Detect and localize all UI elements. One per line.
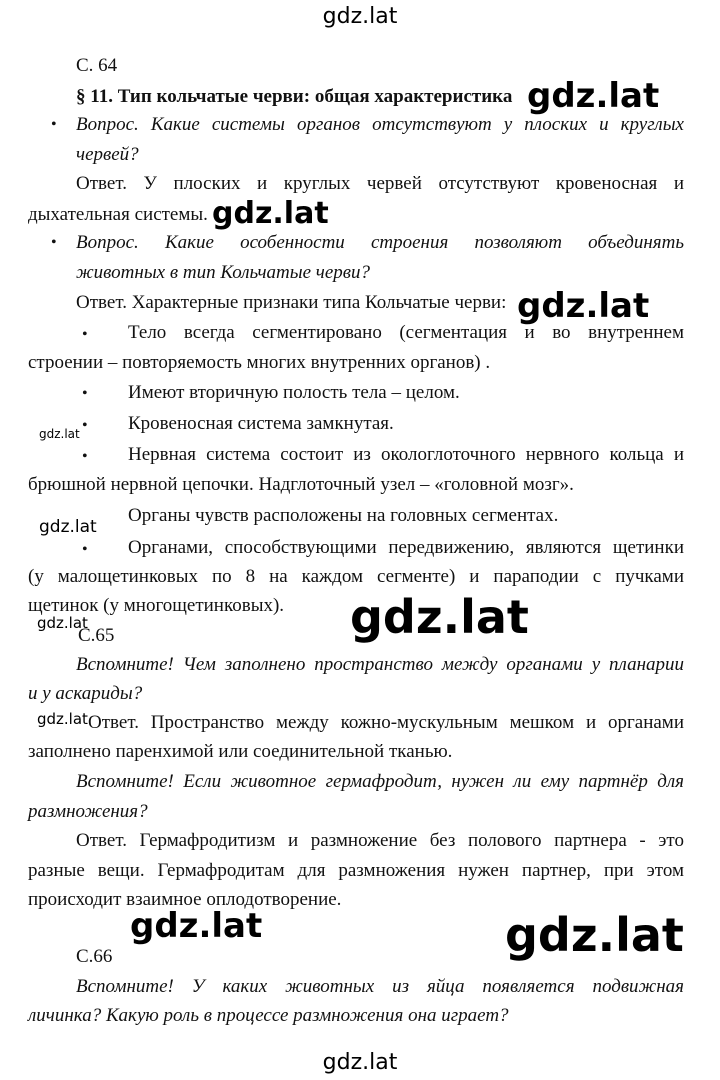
recall-answer-2-line-3: происходит взаимное оплодотворение. (28, 889, 342, 910)
watermark-small: gdz.lat (37, 614, 88, 632)
recall-3-line-1: Вспомните! У каких животных из яйца появляется подвижная (76, 976, 684, 997)
feature-4-line-1: Нервная система состоит из окологлоточного нервного кольца и (128, 444, 684, 465)
watermark: gdz.lat (505, 908, 684, 962)
feature-3: Кровеносная система замкнутая. (128, 413, 394, 434)
feature-6-line-3: щетинок (у многощетинковых). (28, 595, 285, 616)
recall-2-line-1: Вспомните! Если животное гермафродит, нужен ли ему партнёр для (76, 771, 684, 792)
recall-1-line-2: и у аскариды? (28, 683, 143, 704)
bullet-icon: • (82, 541, 88, 558)
watermark-small: gdz.lat (37, 710, 88, 728)
feature-1-line-2: строении – повторяемость многих внутренних органов) . (28, 352, 491, 373)
recall-3-line-2: личинка? Какую роль в процессе размножения она играет? (28, 1005, 509, 1026)
bullet-icon: • (82, 326, 88, 343)
recall-2-line-2: размножения? (28, 801, 148, 822)
recall-answer-2-line-2: разные вещи. Гермафродитам для размножения нужен партнер, при этом (28, 860, 684, 881)
watermark-top: gdz.lat (322, 4, 398, 29)
bullet-icon: • (82, 385, 88, 402)
feature-2: Имеют вторичную полость тела – целом. (128, 382, 460, 403)
section-heading: § 11. Тип кольчатые черви: общая характеристика (76, 86, 513, 107)
feature-4-line-2: брюшной нервной цепочки. Надглоточный узел – «головной мозг». (28, 474, 574, 495)
bullet-icon: • (51, 234, 57, 251)
feature-6-line-1: Органами, способствующими передвижению, являются щетинки (128, 537, 684, 558)
watermark-small: gdz.lat (39, 427, 80, 441)
page-ref-64: С. 64 (76, 55, 118, 76)
watermark: gdz.lat (212, 196, 329, 231)
recall-answer-1-line-2: заполнено паренхимой или соединительной тканью. (28, 741, 453, 762)
bullet-icon: • (82, 417, 88, 434)
bullet-icon: • (82, 448, 88, 465)
page-ref-66: С.66 (76, 946, 113, 967)
question-2-line-1: Вопрос. Какие особенности строения позволяют объединять (76, 232, 684, 253)
watermark: gdz.lat (527, 76, 660, 116)
question-2-line-2: животных в тип Кольчатые черви? (76, 262, 371, 283)
question-1-line-2: червей? (76, 144, 139, 165)
feature-5: Органы чувств расположены на головных сегментах. (128, 505, 559, 526)
watermark-bottom: gdz.lat (322, 1050, 398, 1075)
question-1-line-1: Вопрос. Какие системы органов отсутствуют у плоских и круглых (76, 114, 684, 135)
recall-answer-2-line-1: Ответ. Гермафродитизм и размножение без полового партнера - это (76, 830, 684, 851)
feature-1-line-1: Тело всегда сегментировано (сегментация и во внутреннем (128, 322, 684, 343)
feature-6-line-2: (у малощетинковых по 8 на каждом сегменте) и параподии с пучками (28, 566, 684, 587)
watermark-small: gdz.lat (39, 517, 97, 537)
page-ref-65: С.65 (78, 625, 115, 646)
answer-1-line-2: дыхательная системы. (28, 204, 208, 225)
bullet-icon: • (51, 116, 57, 133)
watermark: gdz.lat (517, 286, 650, 326)
answer-1-line-1: Ответ. У плоских и круглых червей отсутствуют кровеносная и (76, 173, 684, 194)
watermark: gdz.lat (130, 906, 263, 946)
recall-answer-1-line-1: Ответ. Пространство между кожно-мускульным мешком и органами (88, 712, 684, 733)
answer-2-intro: Ответ. Характерные признаки типа Кольчатые черви: (76, 292, 507, 313)
recall-1-line-1: Вспомните! Чем заполнено пространство между органами у планарии (76, 654, 684, 675)
watermark: gdz.lat (350, 590, 529, 644)
